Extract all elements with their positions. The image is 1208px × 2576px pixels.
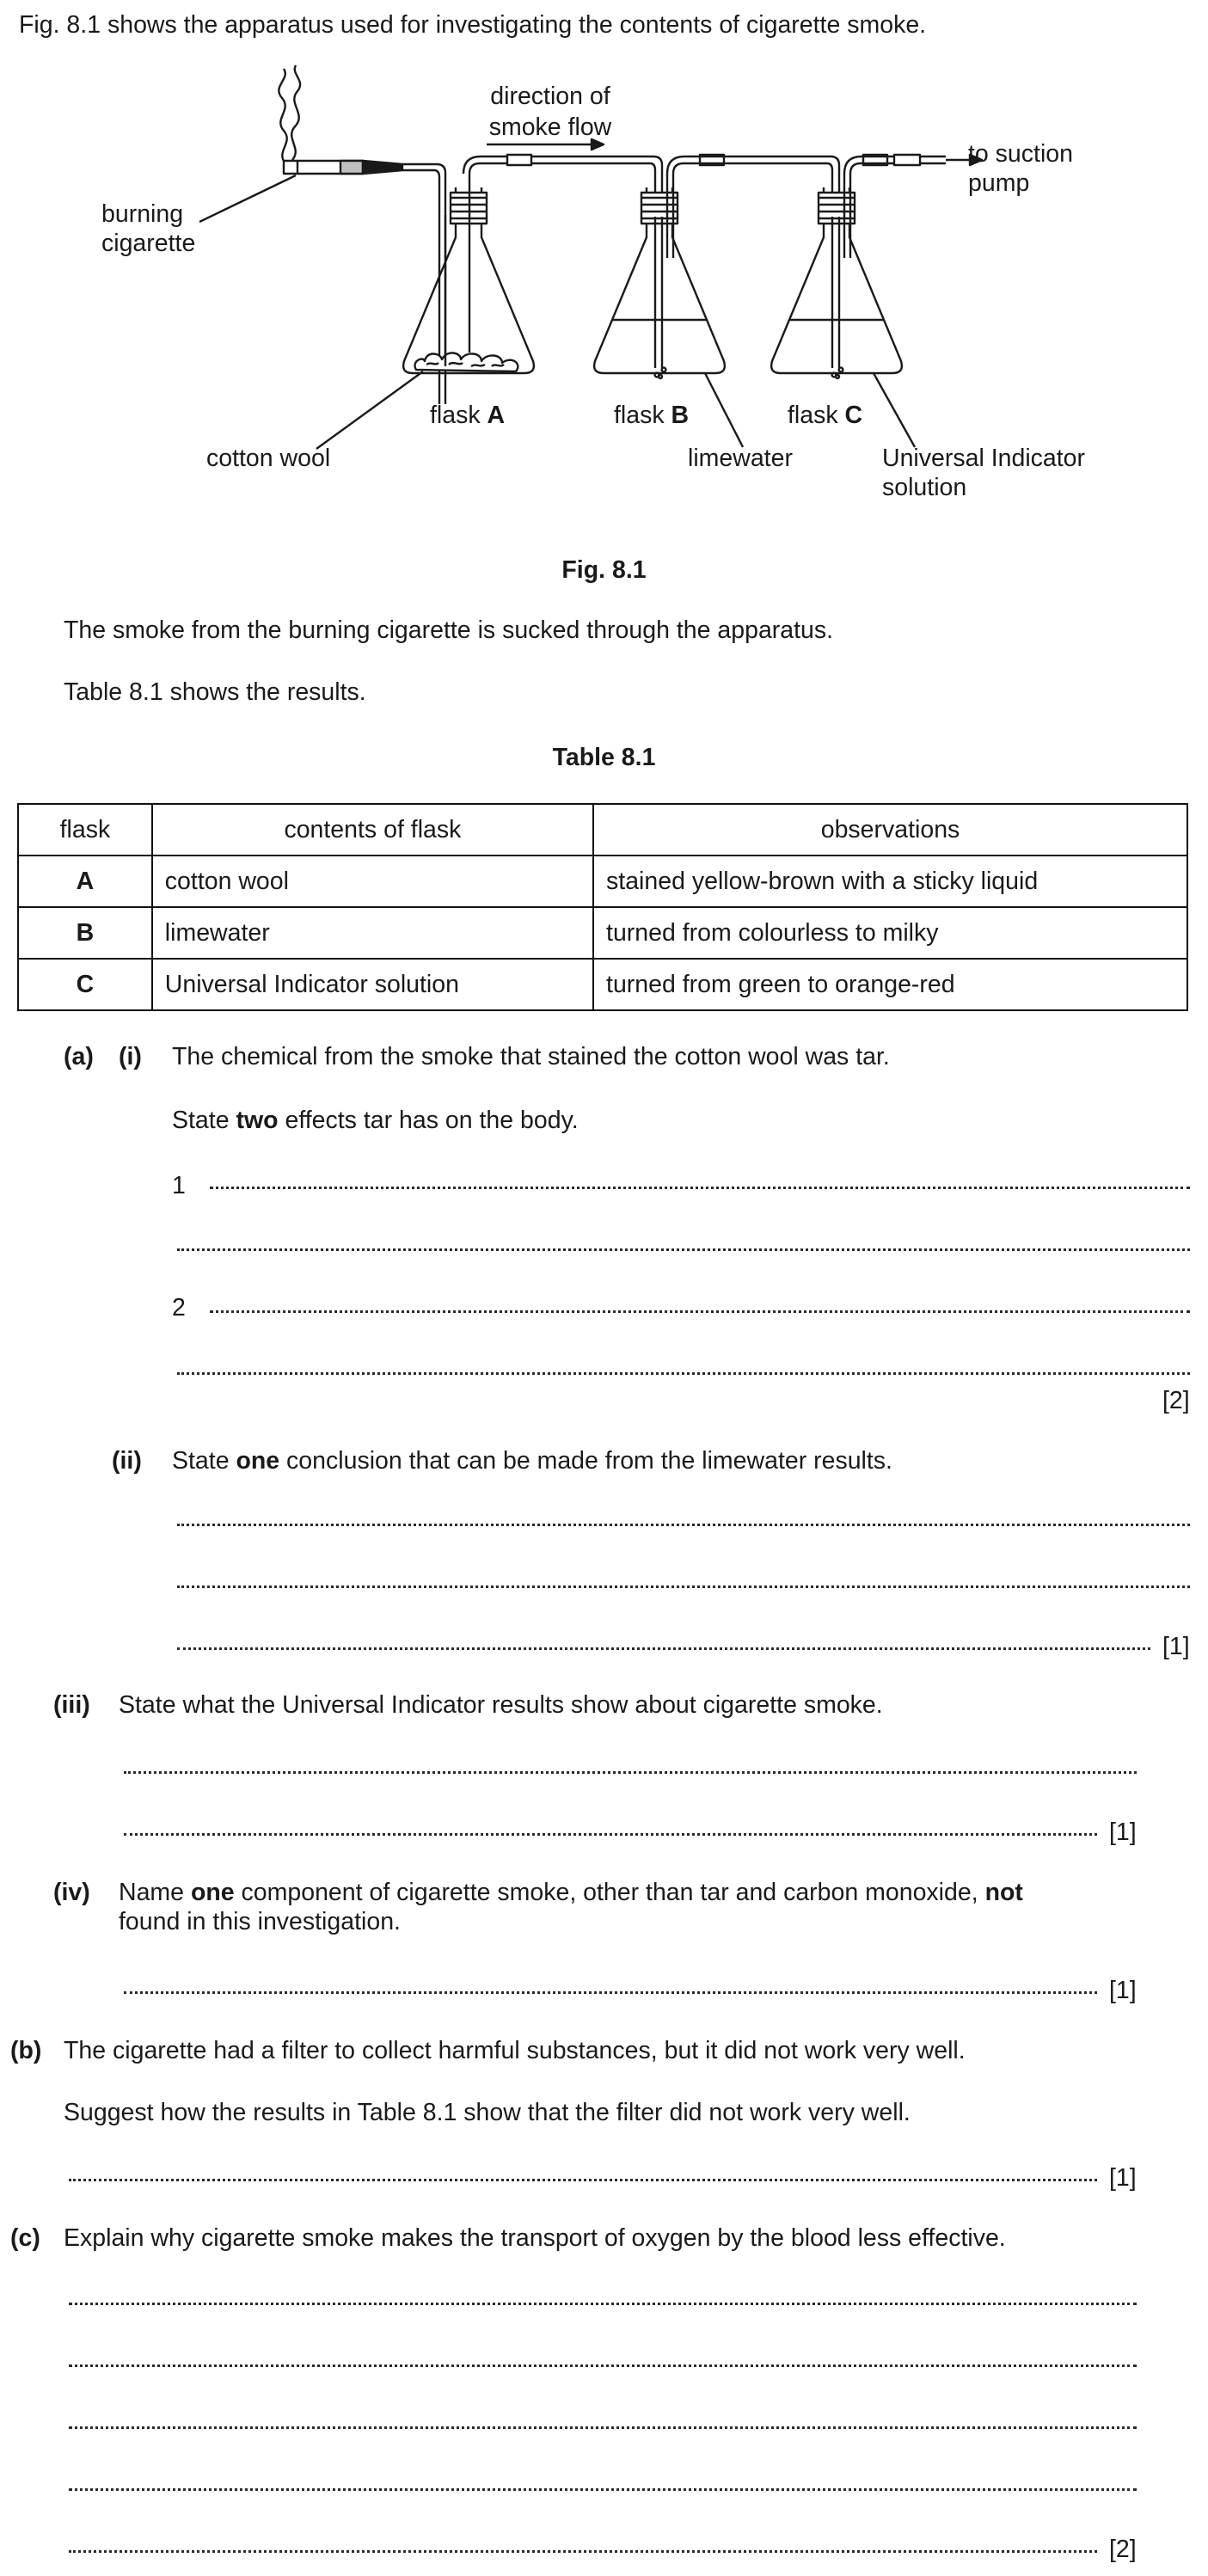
marks-b: [1]	[1109, 2164, 1137, 2192]
question-c-label: (c)	[10, 2224, 40, 2252]
answer-line[interactable]	[69, 2364, 1137, 2367]
cell-contents: cotton wool	[152, 856, 593, 907]
label-suction: to suction pump	[968, 140, 1073, 197]
label-limewater: limewater	[688, 445, 793, 472]
answer-line[interactable]	[69, 2303, 1137, 2305]
answer-line[interactable]	[69, 2426, 1137, 2429]
intro-text: Fig. 8.1 shows the apparatus used for investigating the contents of cigarette smoke.	[19, 11, 927, 39]
table-caption: Table 8.1	[552, 744, 656, 771]
smoke-wisp	[291, 65, 300, 160]
label-flask-a: flask A	[430, 402, 506, 429]
marks-a-ii: [1]	[1162, 1633, 1190, 1660]
sentence-smoke: The smoke from the burning cigarette is sucked through the apparatus.	[64, 616, 834, 644]
table-row	[18, 856, 1187, 907]
answer-number-2: 2	[172, 1294, 186, 1322]
answer-line[interactable]	[177, 1248, 1190, 1251]
label-flask-b: flask B	[614, 402, 690, 429]
cell-observations: turned from colourless to milky	[593, 907, 1187, 959]
answer-line[interactable]	[177, 1372, 1190, 1375]
label-cotton-wool: cotton wool	[206, 445, 331, 472]
answer-line[interactable]	[69, 2488, 1137, 2491]
marks-a-i: [2]	[1162, 1387, 1190, 1414]
question-b-prompt: Suggest how the results in Table 8.1 show that the filter did not work very well.	[64, 2099, 911, 2126]
table-header-row	[18, 804, 1187, 856]
label-flask-c: flask C	[788, 402, 863, 429]
question-a-iii-prompt: State what the Universal Indicator results show about cigarette smoke.	[119, 1691, 883, 1719]
sentence-table-ref: Table 8.1 shows the results.	[64, 678, 366, 706]
cell-flask: A	[18, 856, 152, 907]
marks-a-iii: [1]	[1109, 1819, 1137, 1846]
answer-line[interactable]	[124, 1833, 1097, 1836]
leader-cotton	[316, 371, 423, 449]
marks-a-iv: [1]	[1109, 1977, 1137, 2004]
results-table	[17, 803, 1188, 1011]
question-a-i-text: The chemical from the smoke that stained the cotton wool was tar.	[172, 1043, 890, 1070]
leader-limewater	[705, 373, 743, 447]
cell-observations: turned from green to orange-red	[593, 959, 1187, 1010]
question-a-i-prompt: State two effects tar has on the body.	[172, 1107, 579, 1134]
label-direction: direction of smoke flow	[488, 83, 612, 141]
cell-contents: limewater	[152, 907, 593, 959]
answer-line[interactable]	[124, 1991, 1097, 1994]
question-b-label: (b)	[10, 2037, 42, 2064]
header-observations: observations	[593, 804, 1187, 856]
marks-c: [2]	[1109, 2536, 1137, 2563]
question-b-text: The cigarette had a filter to collect harmful substances, but it did not work very well.	[64, 2037, 966, 2064]
cigarette-filter	[340, 161, 363, 174]
question-a-i-label: (i)	[119, 1043, 142, 1070]
table-row	[18, 959, 1187, 1010]
question-a-iv-prompt-line2: found in this investigation.	[119, 1908, 401, 1935]
leader-indicator	[874, 373, 915, 447]
answer-number-1: 1	[172, 1172, 186, 1199]
cotton-wool	[415, 353, 518, 371]
question-a-label: (a)	[64, 1043, 94, 1070]
answer-line[interactable]	[177, 1585, 1190, 1588]
answer-line[interactable]	[177, 1647, 1150, 1650]
cell-contents: Universal Indicator solution	[152, 959, 593, 1010]
label-indicator: Universal Indicator solution	[882, 445, 1086, 501]
leader-cigarette	[199, 175, 296, 222]
question-a-iv-prompt-line1: Name one component of cigarette smoke, other than tar and carbon monoxide, not	[119, 1879, 1023, 1906]
header-flask: flask	[18, 804, 152, 856]
smoke-wisp	[279, 69, 286, 163]
question-a-iii-label: (iii)	[53, 1691, 90, 1719]
question-c-prompt: Explain why cigarette smoke makes the transport of oxygen by the blood less effective.	[64, 2224, 1006, 2252]
answer-line[interactable]	[69, 2179, 1097, 2181]
question-a-iv-label: (iv)	[53, 1879, 90, 1906]
question-a-ii-label: (ii)	[112, 1447, 142, 1475]
answer-line[interactable]	[177, 1524, 1190, 1526]
answer-line[interactable]	[210, 1187, 1190, 1189]
figure-caption: Fig. 8.1	[561, 556, 647, 584]
cell-flask: C	[18, 959, 152, 1010]
answer-line[interactable]	[69, 2550, 1097, 2553]
table-row	[18, 907, 1187, 959]
cell-flask: B	[18, 907, 152, 959]
question-a-ii-prompt: State one conclusion that can be made from the limewater results.	[172, 1447, 892, 1475]
header-contents: contents of flask	[152, 804, 593, 856]
answer-line[interactable]	[210, 1310, 1190, 1313]
label-cigarette: burning cigarette	[101, 200, 196, 257]
cell-observations: stained yellow-brown with a sticky liquid	[593, 856, 1187, 907]
answer-line[interactable]	[124, 1771, 1137, 1774]
